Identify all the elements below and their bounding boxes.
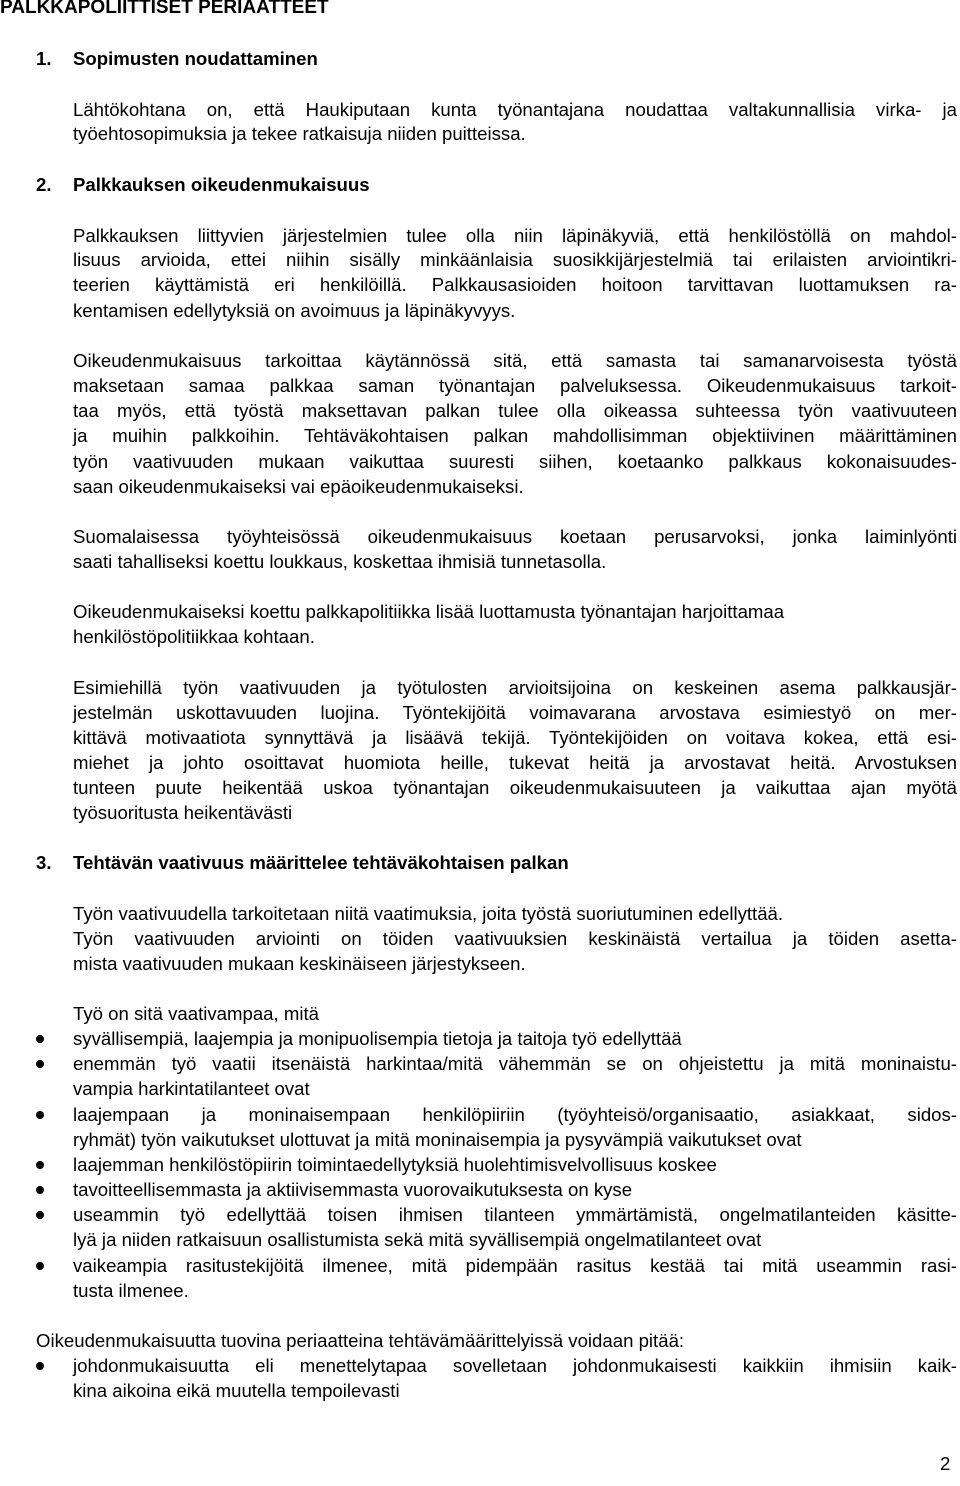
section-2-text-line: työn vaativuuden mukaan vaikuttaa suuresti siihen, koetaanko palkkaus kokonaisuudes- xyxy=(73,451,957,472)
list-item: enemmän työ vaatii itsenäistä harkintaa/mitä vähemmän se on ohjeistettu ja mitä moninaistu- xyxy=(73,1053,957,1074)
section-2-text-line: maksetaan samaa palkkaa saman työnantajan palveluksessa. Oikeudenmukaisuus tarkoit- xyxy=(73,375,957,396)
page-number: 2 xyxy=(940,1453,951,1474)
section-2-text-line: Esimiehillä työn vaativuuden ja työtulosten arvioitsijoina on keskeinen asema palkkausjär- xyxy=(73,677,957,698)
section-2-text-line: henkilöstöpolitiikkaa kohtaan. xyxy=(73,626,315,647)
principles-intro: Oikeudenmukaisuutta tuovina periaatteina tehtävämäärittelyissä voidaan pitää: xyxy=(36,1330,685,1351)
page-title: PALKKAPOLIITTISET PERIAATTEET xyxy=(0,0,329,18)
section-3-number: 3. xyxy=(36,852,52,873)
bullet-icon xyxy=(36,1262,44,1270)
section-3-text-line: Työn vaativuudella tarkoitetaan niitä vaatimuksia, joita työstä suoriutuminen edellyttää. xyxy=(73,903,784,924)
section-2-text-line: miehet ja johto osoittavat huomiota heille, tukevat heitä ja arvostavat heitä. Arvostuksen xyxy=(73,752,957,773)
section-2-number: 2. xyxy=(36,174,52,195)
section-1-number: 1. xyxy=(36,48,52,69)
bullet-icon xyxy=(36,1362,44,1370)
bullet-icon xyxy=(36,1186,44,1194)
section-1-text-line: työehtosopimuksia ja tekee ratkaisuja niiden puitteissa. xyxy=(73,123,526,144)
list-item-continuation: vampia harkintatilanteet ovat xyxy=(73,1078,310,1099)
section-2-text-line: Oikeudenmukaisuus tarkoittaa käytännössä sitä, että samasta tai samanarvoisesta työstä xyxy=(73,350,957,371)
list-item-continuation: tusta ilmenee. xyxy=(73,1280,189,1301)
bullet-icon xyxy=(36,1111,44,1119)
section-2-text-line: Palkkauksen liittyvien järjestelmien tulee olla niin läpinäkyviä, että henkilöstöllä on mahdol- xyxy=(73,225,957,246)
list-item: tavoitteellisemmasta ja aktiivisemmasta vuorovaikutuksesta on kyse xyxy=(73,1179,633,1200)
section-2-text-line: ja muihin palkkoihin. Tehtäväkohtaisen palkan mahdollisimman objektiivinen määrittäminen xyxy=(73,425,957,446)
list-item: useammin työ edellyttää toisen ihmisen tilanteen ymmärtämistä, ongelmatilanteiden käsitte- xyxy=(73,1204,957,1225)
list-item-continuation: ryhmät) työn vaikutukset ulottuvat ja mitä moninaisempia ja pysyvämpiä vaikutukset ovat xyxy=(73,1129,802,1150)
section-2-text-line: jestelmän uskottavuuden luojina. Työntekijöitä voimavarana arvostava esimiestyö on mer- xyxy=(73,702,957,723)
section-2-text-line: kittävä motivaatiota synnyttävä ja lisäävä tekijä. Työntekijöiden on voitava kokea, että esi- xyxy=(73,727,957,748)
section-2-text-line: taa myös, että työstä maksettavan palkan tulee olla oikeassa suhteessa työn vaativuuteen xyxy=(73,400,957,421)
section-2-text-line: Oikeudenmukaiseksi koettu palkkapolitiikka lisää luottamusta työnantajan harjoittamaa xyxy=(73,601,785,622)
list-item: laajempaan ja moninaisempaan henkilöpiiriin (työyhteisö/organisaatio, asiakkaat, sidos- xyxy=(73,1104,957,1125)
list-item: johdonmukaisuutta eli menettelytapaa sovelletaan johdonmukaisesti kaikkiin ihmisiin kaik- xyxy=(73,1355,957,1376)
section-2-text-line: tunteen puute heikentää uskoa työnantajan oikeudenmukaisuuteen ja vaikuttaa ajan myötä xyxy=(73,777,957,798)
section-2-text-line: työsuoritusta heikentävästi xyxy=(73,802,293,823)
list-item-continuation: kina aikoina eikä muutella tempoilevasti xyxy=(73,1380,400,1401)
section-3-heading: Tehtävän vaativuus määrittelee tehtäväkohtaisen palkan xyxy=(73,852,569,873)
bullet-icon xyxy=(36,1060,44,1068)
section-3-text-line: mista vaativuuden mukaan keskinäiseen järjestykseen. xyxy=(73,953,526,974)
bullet-icon xyxy=(36,1161,44,1169)
section-1-heading: Sopimusten noudattaminen xyxy=(73,48,318,69)
list-item: vaikeampia rasitustekijöitä ilmenee, mitä pidempään rasitus kestää tai mitä useammin rasi- xyxy=(73,1255,957,1276)
section-2-text-line: saan oikeudenmukaiseksi vai epäoikeudenmukaiseksi. xyxy=(73,476,524,497)
section-2-text-line: lisuus arvioida, ettei niihin sisälly minkäänlaisia suosikkijärjestelmiä tai erilaisten arviointikri- xyxy=(73,249,957,270)
section-2-text-line: kentamisen edellytyksiä on avoimuus ja läpinäkyvyys. xyxy=(73,300,516,321)
section-3-text-line: Työn vaativuuden arviointi on töiden vaativuuksien keskinäistä vertailua ja töiden asetta- xyxy=(73,928,957,949)
bullet-icon xyxy=(36,1035,44,1043)
section-2-heading: Palkkauksen oikeudenmukaisuus xyxy=(73,174,370,195)
list-item: syvällisempiä, laajempia ja monipuolisempia tietoja ja taitoja työ edellyttää xyxy=(73,1028,682,1049)
list-item-continuation: lyä ja niiden ratkaisuun osallistumista sekä mitä syvällisempiä ongelmatilanteet ovat xyxy=(73,1229,762,1250)
list-item: laajemman henkilöstöpiirin toimintaedellytyksiä huolehtimisvelvollisuus koskee xyxy=(73,1154,717,1175)
bullet-icon xyxy=(36,1211,44,1219)
section-2-text-line: Suomalaisessa työyhteisössä oikeudenmukaisuus koetaan perusarvoksi, jonka laiminlyönti xyxy=(73,526,957,547)
section-2-text-line: saati tahalliseksi koettu loukkaus, koskettaa ihmisiä tunnetasolla. xyxy=(73,551,607,572)
section-2-text-line: teerien käyttämistä eri henkilöillä. Palkkausasioiden hoitoon tarvittavan luottamuksen ra- xyxy=(73,274,957,295)
section-1-text-line: Lähtökohtana on, että Haukiputaan kunta työnantajana noudattaa valtakunnallisia virka- ja xyxy=(73,99,957,120)
list-intro: Työ on sitä vaativampaa, mitä xyxy=(73,1003,319,1024)
